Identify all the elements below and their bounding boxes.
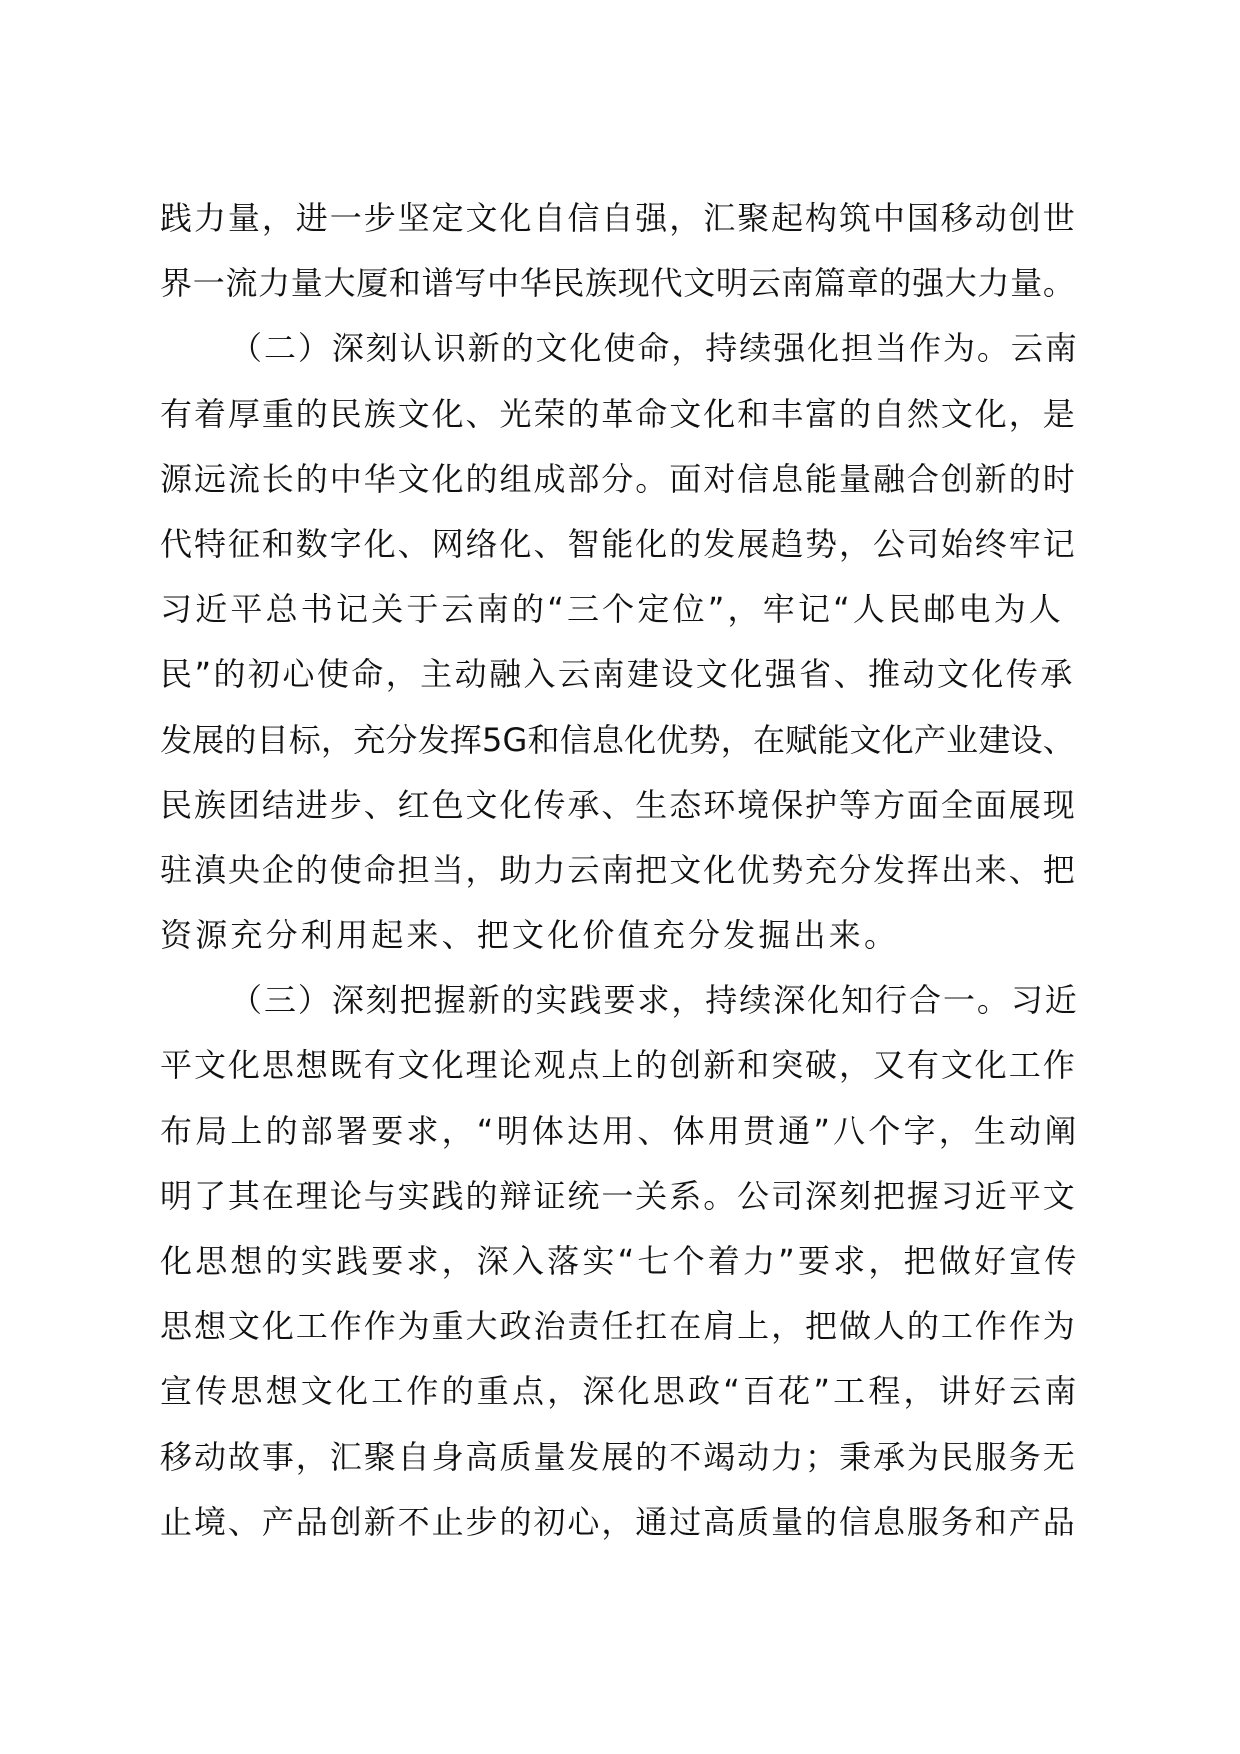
text-line: 践力量，进一步坚定文化自信自强，汇聚起构筑中国移动创世: [160, 199, 1077, 237]
text-line: 宣传思想文化工作的重点，深化思政“百花”工程，讲好云南: [160, 1372, 1080, 1411]
text-line: 源远流长的中华文化的组成部分。面对信息能量融合创新的时: [160, 459, 1077, 498]
section-heading-line: （三）深刻把握新的实践要求，持续深化知行合一。习近: [230, 981, 1079, 1020]
text-line: 发展的目标，充分发挥5G和信息化优势，在赋能文化产业建设、: [160, 720, 1075, 759]
text-line: 习近平总书记关于云南的“三个定位”，牢记“人民邮电为人: [160, 590, 1065, 629]
text-line: 资源充分利用起来、把文化价值充分发掘出来。: [160, 916, 900, 955]
text-line: 布局上的部署要求，“明体达用、体用贯通”八个字，生动阐: [160, 1111, 1080, 1150]
text-line: 化思想的实践要求，深入落实“七个着力”要求，把做好宣传: [160, 1242, 1080, 1280]
text-line: 民”的初心使命，主动融入云南建设文化强省、推动文化传承: [160, 655, 1075, 694]
text-line: 平文化思想既有文化理论观点上的创新和突破，又有文化工作: [160, 1046, 1077, 1085]
text-line: 代特征和数字化、网络化、智能化的发展趋势，公司始终牢记: [160, 524, 1077, 563]
text-line: 驻滇央企的使命担当，助力云南把文化优势充分发挥出来、把: [160, 850, 1077, 889]
text-line: 止境、产品创新不止步的初心，通过高质量的信息服务和产品: [160, 1502, 1077, 1541]
text-line: 民族团结进步、红色文化传承、生态环境保护等方面全面展现: [160, 785, 1077, 824]
section-heading-line: （二）深刻认识新的文化使命，持续强化担当作为。云南: [230, 329, 1079, 368]
text-line: 界一流力量大厦和谱写中华民族现代文明云南篇章的强大力量。: [160, 264, 1076, 303]
text-line: 明了其在理论与实践的辩证统一关系。公司深刻把握习近平文: [160, 1176, 1077, 1215]
body-text: [160, 186, 1080, 1555]
text-line: 思想文化工作作为重大政治责任扛在肩上，把做人的工作作为: [160, 1307, 1077, 1346]
text-line: 移动故事，汇聚自身高质量发展的不竭动力；秉承为民服务无: [160, 1437, 1077, 1476]
text-line: 有着厚重的民族文化、光荣的革命文化和丰富的自然文化，是: [160, 394, 1077, 433]
